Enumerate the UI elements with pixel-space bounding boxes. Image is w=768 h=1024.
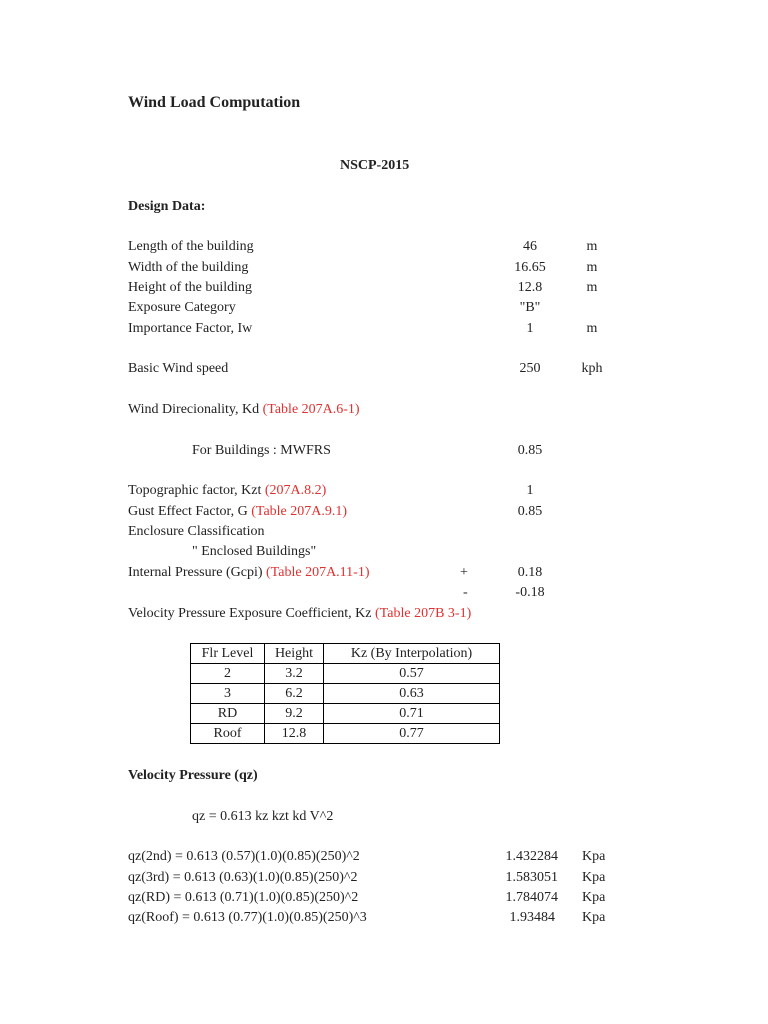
enclosure-label: Enclosure Classification (128, 524, 265, 539)
qz-roof-unit: Kpa (582, 910, 606, 925)
directionality-ref: (Table 207A.6-1) (262, 402, 360, 417)
topographic-label: Topographic factor, Kzt (128, 483, 265, 498)
velocity-pressure-formula: qz = 0.613 kz kzt kd V^2 (192, 809, 334, 824)
importance-unit: m (586, 321, 598, 336)
internal-pressure-value-neg: -0.18 (515, 585, 545, 600)
internal-pressure-row (128, 564, 369, 582)
importance-value: 1 (526, 321, 534, 336)
height-label: Height of the building (128, 280, 253, 295)
kz-heading-label: Velocity Pressure Exposure Coefficient, Kz (128, 606, 376, 621)
kz-table (190, 643, 500, 744)
gust-row (128, 503, 347, 521)
qz-2nd-unit: Kpa (582, 849, 606, 864)
cell-height: 9.2 (265, 704, 324, 724)
wind-speed-label: Basic Wind speed (128, 361, 229, 376)
qz-2nd-expr: qz(2nd) = 0.613 (0.57)(1.0)(0.85)(250)^2 (128, 849, 360, 864)
table-row (191, 664, 500, 684)
length-value: 46 (523, 239, 537, 254)
directionality-row (128, 401, 360, 419)
gust-label: Gust Effect Factor, G (128, 504, 252, 519)
cell-flr-level: 3 (191, 684, 265, 704)
internal-pressure-sign-pos: + (460, 565, 468, 580)
velocity-pressure-heading: Velocity Pressure (qz) (128, 768, 258, 783)
topographic-value: 1 (526, 483, 534, 498)
width-unit: m (586, 260, 598, 275)
mwfrs-label: For Buildings : MWFRS (192, 443, 331, 458)
width-value: 16.65 (514, 260, 546, 275)
length-unit: m (586, 239, 598, 254)
code-heading: NSCP-2015 (340, 158, 410, 173)
table-row (191, 704, 500, 724)
cell-kz: 0.77 (324, 724, 500, 744)
table-row (191, 684, 500, 704)
wind-speed-value: 250 (519, 361, 541, 376)
directionality-label: Wind Direcionality, Kd (128, 402, 263, 417)
enclosed-label: " Enclosed Buildings" (192, 544, 317, 559)
qz-3rd-expr: qz(3rd) = 0.613 (0.63)(1.0)(0.85)(250)^2 (128, 870, 358, 885)
design-data-heading: Design Data: (128, 199, 206, 214)
qz-2nd-value: 1.432284 (505, 849, 558, 864)
qz-3rd-value: 1.583051 (505, 870, 558, 885)
height-unit: m (586, 280, 598, 295)
mwfrs-value: 0.85 (517, 443, 543, 458)
cell-flr-level: Roof (191, 724, 265, 744)
exposure-label: Exposure Category (128, 300, 236, 315)
kz-heading-row (128, 605, 471, 623)
cell-kz: 0.71 (324, 704, 500, 724)
internal-pressure-value-pos: 0.18 (517, 565, 543, 580)
table-row (191, 724, 500, 744)
qz-rd-expr: qz(RD) = 0.613 (0.71)(1.0)(0.85)(250)^2 (128, 890, 359, 905)
wind-speed-unit: kph (581, 361, 603, 376)
topographic-row (128, 482, 326, 500)
table-header-row (191, 644, 500, 664)
topographic-ref: (207A.8.2) (264, 483, 327, 498)
width-label: Width of the building (128, 260, 249, 275)
qz-3rd-unit: Kpa (582, 870, 606, 885)
length-label: Length of the building (128, 239, 254, 254)
cell-kz: 0.63 (324, 684, 500, 704)
gust-ref: (Table 207A.9.1) (251, 504, 348, 519)
gust-value: 0.85 (517, 504, 543, 519)
cell-height: 6.2 (265, 684, 324, 704)
qz-rd-value: 1.784074 (505, 890, 558, 905)
qz-roof-expr: qz(Roof) = 0.613 (0.77)(1.0)(0.85)(250)^3 (128, 910, 367, 925)
qz-roof-value: 1.93484 (509, 910, 555, 925)
internal-pressure-label: Internal Pressure (Gcpi) (128, 565, 267, 580)
qz-rd-unit: Kpa (582, 890, 606, 905)
cell-kz: 0.57 (324, 664, 500, 684)
cell-flr-level: RD (191, 704, 265, 724)
header-kz: Kz (By Interpolation) (324, 644, 500, 664)
internal-pressure-sign-neg: - (463, 585, 468, 600)
cell-height: 12.8 (265, 724, 324, 744)
exposure-value: "B" (519, 300, 541, 315)
page-title: Wind Load Computation (128, 94, 301, 111)
internal-pressure-ref: (Table 207A.11-1) (266, 565, 370, 580)
height-value: 12.8 (517, 280, 543, 295)
header-height: Height (265, 644, 324, 664)
importance-label: Importance Factor, Iw (128, 321, 253, 336)
cell-height: 3.2 (265, 664, 324, 684)
header-flr-level: Flr Level (191, 644, 265, 664)
cell-flr-level: 2 (191, 664, 265, 684)
kz-heading-ref: (Table 207B 3-1) (375, 606, 472, 621)
